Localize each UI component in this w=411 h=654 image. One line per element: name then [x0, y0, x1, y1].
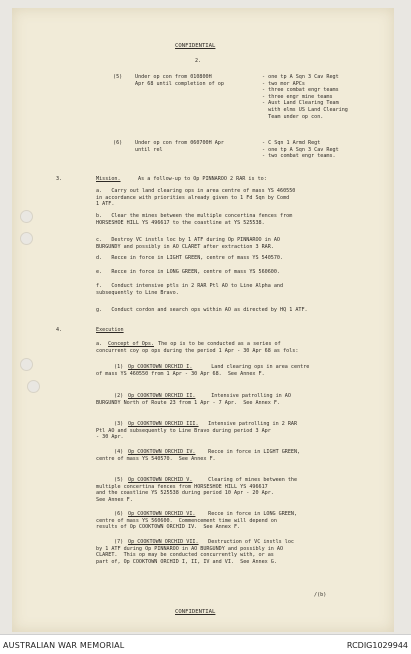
- mission-item-line: HORSESHOE HILL YS 496617 to the coastline at YS 525538.: [96, 219, 265, 226]
- archive-institution: AUSTRALIAN WAR MEMORIAL: [3, 641, 125, 650]
- phase-text-line: by 1 ATF during Op PINNAROO in AO BURGUNDY and possibly in AO: [96, 545, 284, 552]
- phase-text-line: Clearing of mines between the: [202, 477, 298, 483]
- op-force-line: - three combat engr teams: [262, 87, 339, 94]
- mission-number: 3.: [56, 176, 63, 182]
- phase-text-line: Recce in force in LONG GREEN,: [202, 511, 298, 517]
- op-force-line: - two combat engr teams.: [262, 153, 336, 160]
- op-force-line: - three engr mine teams: [262, 93, 333, 100]
- mission-heading: Mission.: [96, 176, 121, 182]
- phase-number: (6): [114, 511, 124, 517]
- op-timing-line: Under op con from 010800H: [135, 74, 212, 80]
- op-timing-line: Apr 68 until completion of op: [135, 80, 224, 87]
- archive-reference: RCDIG1029944: [346, 641, 408, 650]
- concept-heading: Concept of Ops.: [108, 341, 155, 347]
- op-force-line: - C Sqn 1 Armd Regt: [262, 140, 321, 146]
- phase-text-line: Intensive patrolling in 2 RAR: [202, 421, 298, 427]
- op-timing-line: until rel: [135, 146, 163, 153]
- phase-text-line: Land clearing ops in area centre: [202, 364, 310, 370]
- op-force-line: - two mor APCs: [262, 80, 305, 87]
- mission-item-line: c. Destroy VC instls loc by 1 ATF during Op PINNAROO in AO: [96, 237, 281, 243]
- phase-name: Op COOKTOWN ORCHID V.: [128, 477, 193, 483]
- phase-text-line: centre of mass YS 540570. See Annex F.: [96, 455, 216, 462]
- op-force-line: Team under op con.: [262, 113, 324, 120]
- phase-text-line: and the coastline YS 525538 during period 10 Apr - 20 Apr.: [96, 490, 274, 497]
- phase-name: Op COOKTOWN ORCHID IV.: [128, 449, 196, 455]
- classification-footer: CONFIDENTIAL: [175, 609, 216, 615]
- concept-text-line: concurrent coy op ops during the period 1 Apr - 30 Apr 68 as fols:: [96, 347, 299, 354]
- phase-text-line: Destruction of VC instls loc: [202, 539, 295, 545]
- punch-hole: [27, 380, 40, 393]
- op-number: (5): [113, 74, 123, 80]
- mission-item-line: d. Recce in force in LIGHT GREEN, centre of mass YS 540570.: [96, 255, 284, 261]
- phase-number: (1): [114, 364, 124, 370]
- phase-number: (3): [114, 421, 124, 427]
- phase-name: Op COOKTOWN ORCHID VI.: [128, 511, 196, 517]
- mission-item-line: subsequently to Line Bravo.: [96, 289, 179, 296]
- op-force-line: with elms US Land Clearing: [262, 107, 348, 113]
- phase-name: Op COOKTOWN ORCHID II.: [128, 393, 196, 399]
- concept-label: a.: [96, 341, 103, 347]
- phase-text-line: Ptl AO and subsequently to Line Bravo during period 3 Apr: [96, 427, 271, 434]
- continuation-marker: /(b): [314, 592, 327, 598]
- phase-number: (7): [114, 539, 124, 545]
- mission-item-line: a. Carry out land clearing ops in area centre of mass YS 460550: [96, 188, 296, 194]
- phase-number: (2): [114, 393, 124, 399]
- op-number: (6): [113, 140, 123, 146]
- phase-text-line: - 30 Apr.: [96, 434, 124, 441]
- punch-hole: [20, 232, 33, 245]
- classification-header: CONFIDENTIAL: [175, 43, 216, 49]
- mission-intro: As a follow-up to Op PINNAROO 2 RAR is to:: [138, 176, 267, 182]
- phase-name: Op COOKTOWN ORCHID I.: [128, 364, 193, 370]
- mission-item-line: in accordance with priorities already given to 1 Fd Sqn by Comd: [96, 194, 290, 201]
- execution-number: 4.: [56, 327, 63, 333]
- phase-text-line: part of, Op COOKTOWN ORCHID I, II, IV and VI. See Annex G.: [96, 558, 277, 565]
- phase-text-line: Intensive patrolling in AO: [202, 393, 291, 399]
- punch-hole: [20, 210, 33, 223]
- op-force-line: - Aust Land Clearing Team: [262, 100, 339, 107]
- op-force-line: - one tp A Sqn 3 Cav Regt: [262, 146, 339, 153]
- op-force-line: - one tp A Sqn 3 Cav Regt: [262, 74, 339, 80]
- mission-item-line: BURGUNDY and possibly in AO CLARET after extraction 3 RAR.: [96, 243, 274, 250]
- phase-name: Op COOKTOWN ORCHID VII.: [128, 539, 199, 545]
- phase-text-line: Recce in force in LIGHT GREEN,: [202, 449, 301, 455]
- archive-footer: [0, 634, 411, 654]
- mission-item-line: b. Clear the mines between the multiple concertina fences from: [96, 213, 293, 219]
- phase-text-line: multiple concertina fences from HORSESHOE HILL YS 496617: [96, 483, 268, 490]
- phase-name: Op COOKTOWN ORCHID III.: [128, 421, 199, 427]
- phase-number: (5): [114, 477, 124, 483]
- phase-text-line: BURGUNDY North of Route 23 from 1 Apr - 7 Apr. See Annex F.: [96, 399, 281, 406]
- phase-text-line: of mass YS 460550 from 1 Apr - 30 Apr 68. See Annex F.: [96, 370, 265, 377]
- document-page: [12, 8, 394, 632]
- page-number: 2.: [195, 58, 202, 64]
- punch-hole: [20, 358, 33, 371]
- mission-item-line: 1 ATF.: [96, 201, 115, 208]
- mission-item-line: e. Recce in force in LONG GREEN, centre of mass YS 560600.: [96, 269, 281, 275]
- phase-number: (4): [114, 449, 124, 455]
- phase-text-line: See Annex F.: [96, 496, 133, 503]
- mission-item-line: f. Conduct intensive ptls in 2 RAR Ptl AO to Line Alpha and: [96, 283, 284, 289]
- phase-text-line: CLARET. This op may be conducted concurrently with, or as: [96, 552, 274, 559]
- execution-heading: Execution: [96, 327, 124, 333]
- phase-text-line: results of Op COOKTOWN ORCHID IV. See Annex F.: [96, 524, 241, 531]
- phase-text-line: centre of mass YS 560600. Commencement time will depend on: [96, 517, 277, 524]
- concept-text-line: The op is to be conducted as a series of: [158, 341, 281, 347]
- mission-item-line: g. Conduct cordon and search ops within AO as directed by HQ 1 ATF.: [96, 307, 308, 313]
- op-timing-line: Under op con from 060700H Apr: [135, 140, 224, 146]
